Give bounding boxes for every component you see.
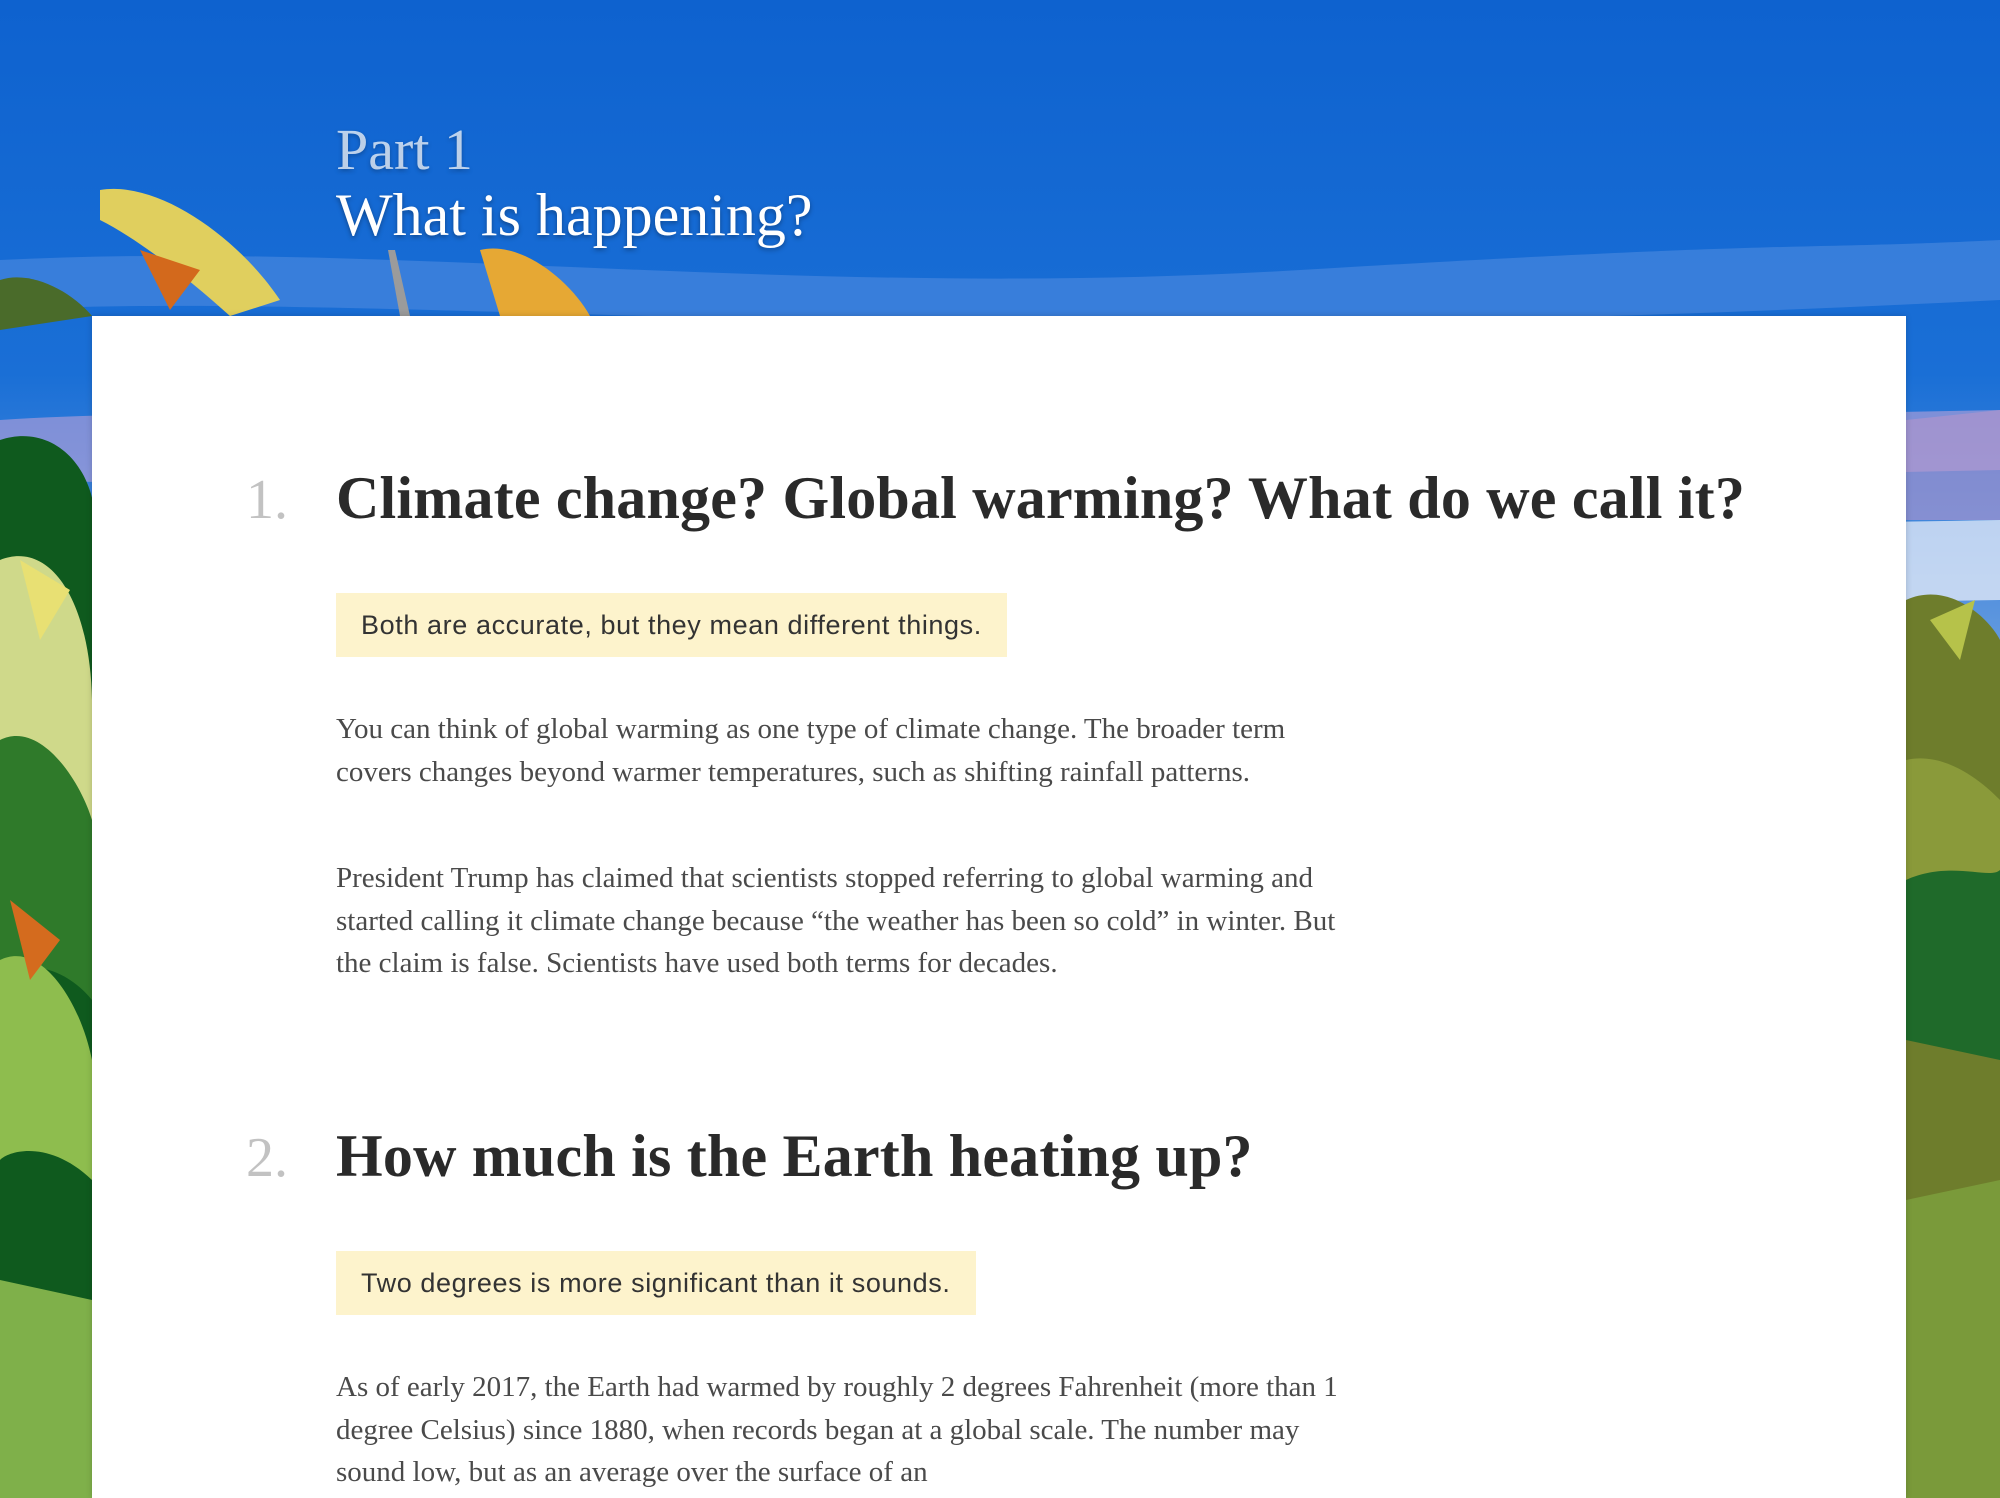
answer-highlight: Both are accurate, but they mean different things. [336,593,1007,657]
page-header [336,118,813,248]
part-title: What is happening? [336,182,813,248]
question-number: 1. [246,469,288,531]
question-title: Climate change? Global warming? What do we call it? [336,465,1746,531]
part-label: Part 1 [336,117,473,182]
question-title: How much is the Earth heating up? [336,1123,1253,1189]
body-paragraph: As of early 2017, the Earth had warmed by roughly 2 degrees Fahrenheit (more than 1 degree Celsius) since 1880, when records began at a global scale. The number may sound low, but as an average over the surface of an [336,1371,1338,1488]
body-paragraph: President Trump has claimed that scientists stopped referring to global warming and started calling it climate change because “the weather has been so cold” in winter. But the claim is false. Scientists have used both terms for decades. [336,862,1336,979]
question-number: 2. [246,1127,288,1189]
body-paragraph: You can think of global warming as one type of climate change. The broader term covers changes beyond warmer temperatures, such as shifting rainfall patterns. [336,713,1286,788]
answer-highlight: Two degrees is more significant than it sounds. [336,1251,976,1315]
content-card [92,316,1906,1498]
